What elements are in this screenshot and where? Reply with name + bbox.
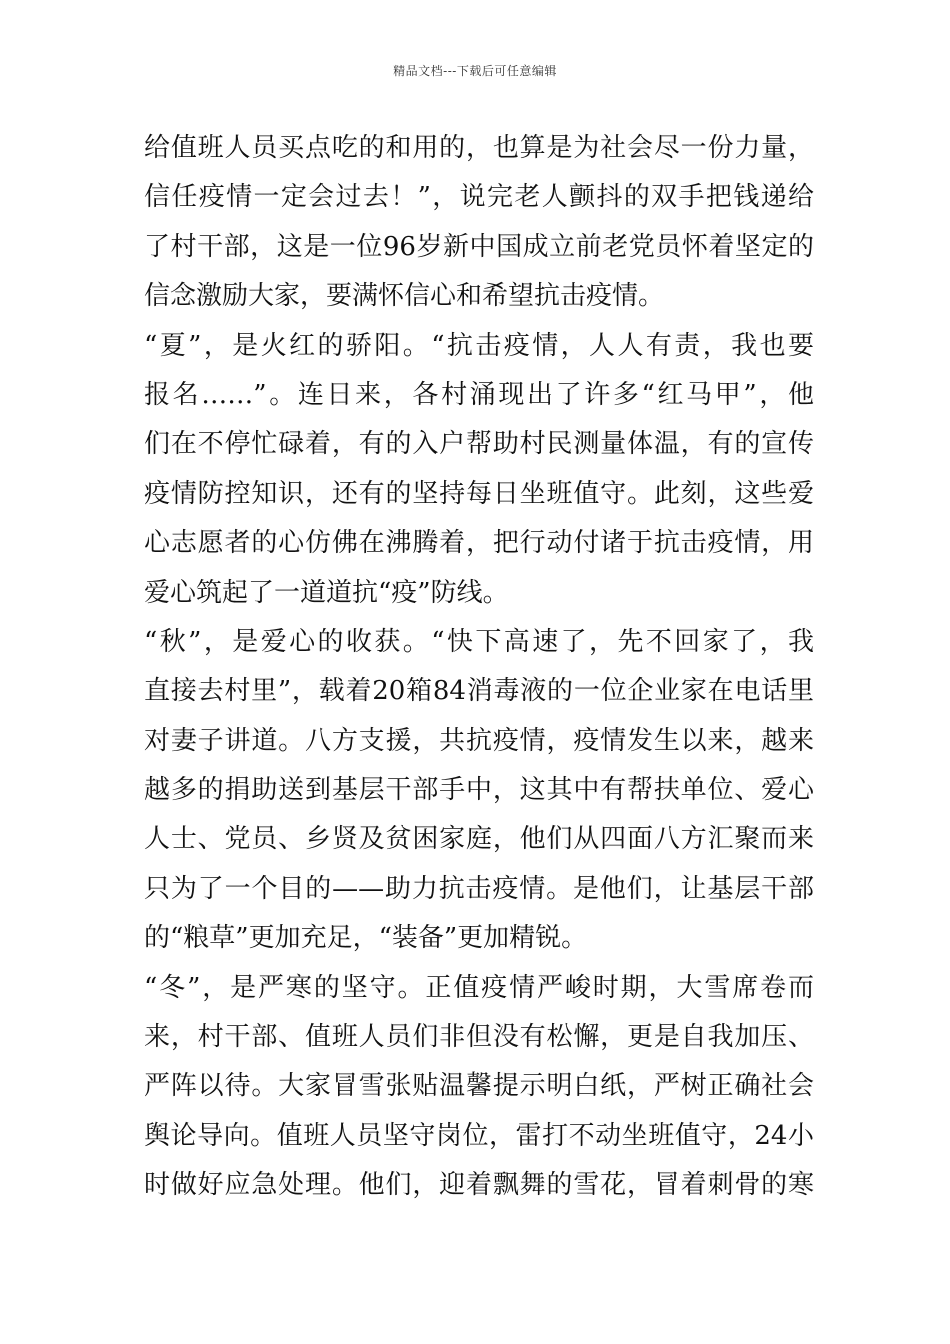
text-line: 了村干部，这是一位96岁新中国成立前老党员怀着坚定的: [144, 231, 814, 262]
text-line: 爱心筑起了一道道抗“疫”防线。: [144, 577, 509, 608]
text-line: 越多的捐助送到基层干部手中，这其中有帮扶单位、爱心: [144, 775, 814, 806]
paragraph-winter: [144, 964, 814, 1211]
text-line: 来，村干部、值班人员们非但没有松懈，更是自我加压、: [144, 1022, 814, 1053]
text-line: 人士、党员、乡贤及贫困家庭，他们从四面八方汇聚而来: [144, 824, 814, 855]
text-line: 报名……”。连日来，各村涌现出了许多“红马甲”，他: [144, 379, 814, 410]
page-header: 精品文档---下载后可任意编辑: [393, 64, 557, 78]
text-line: “夏”，是火红的骄阳。“抗击疫情，人人有责，我也要: [144, 330, 814, 361]
text-line: 时做好应急处理。他们，迎着飘舞的雪花，冒着刺骨的寒: [144, 1170, 814, 1201]
text-line: 对妻子讲道。八方支援，共抗疫情，疫情发生以来，越来: [144, 725, 814, 756]
paragraph-summer: [144, 322, 814, 618]
paragraph-autumn: [144, 618, 814, 964]
text-line: 心志愿者的心仿佛在沸腾着，把行动付诸于抗击疫情，用: [144, 528, 814, 559]
text-line: 们在不停忙碌着，有的入户帮助村民测量体温，有的宣传: [144, 429, 814, 460]
text-line: 直接去村里”，载着20箱84消毒液的一位企业家在电话里: [144, 676, 814, 707]
text-line: 严阵以待。大家冒雪张贴温馨提示明白纸，严树正确社会: [144, 1071, 814, 1102]
text-line: 只为了一个目的——助力抗击疫情。是他们，让基层干部: [144, 873, 814, 904]
text-line: “冬”，是严寒的坚守。正值疫情严峻时期，大雪席卷而: [144, 972, 814, 1003]
paragraph-1: [144, 124, 814, 322]
text-line: 舆论导向。值班人员坚守岗位，雷打不动坐班值守，24小: [144, 1120, 814, 1151]
text-line: “秋”，是爱心的收获。“快下高速了，先不回家了，我: [144, 626, 814, 657]
text-line: 给值班人员买点吃的和用的，也算是为社会尽一份力量，: [144, 133, 814, 163]
text-line: 信念激励大家，要满怀信心和希望抗击疫情。: [144, 281, 665, 312]
document-body: [144, 124, 814, 1211]
text-line: 的“粮草”更加充足，“装备”更加精锐。: [144, 923, 588, 954]
text-line: 疫情防控知识，还有的坚持每日坐班值守。此刻，这些爱: [144, 478, 814, 509]
text-line: 信任疫情一定会过去！”，说完老人颤抖的双手把钱递给: [144, 182, 814, 213]
